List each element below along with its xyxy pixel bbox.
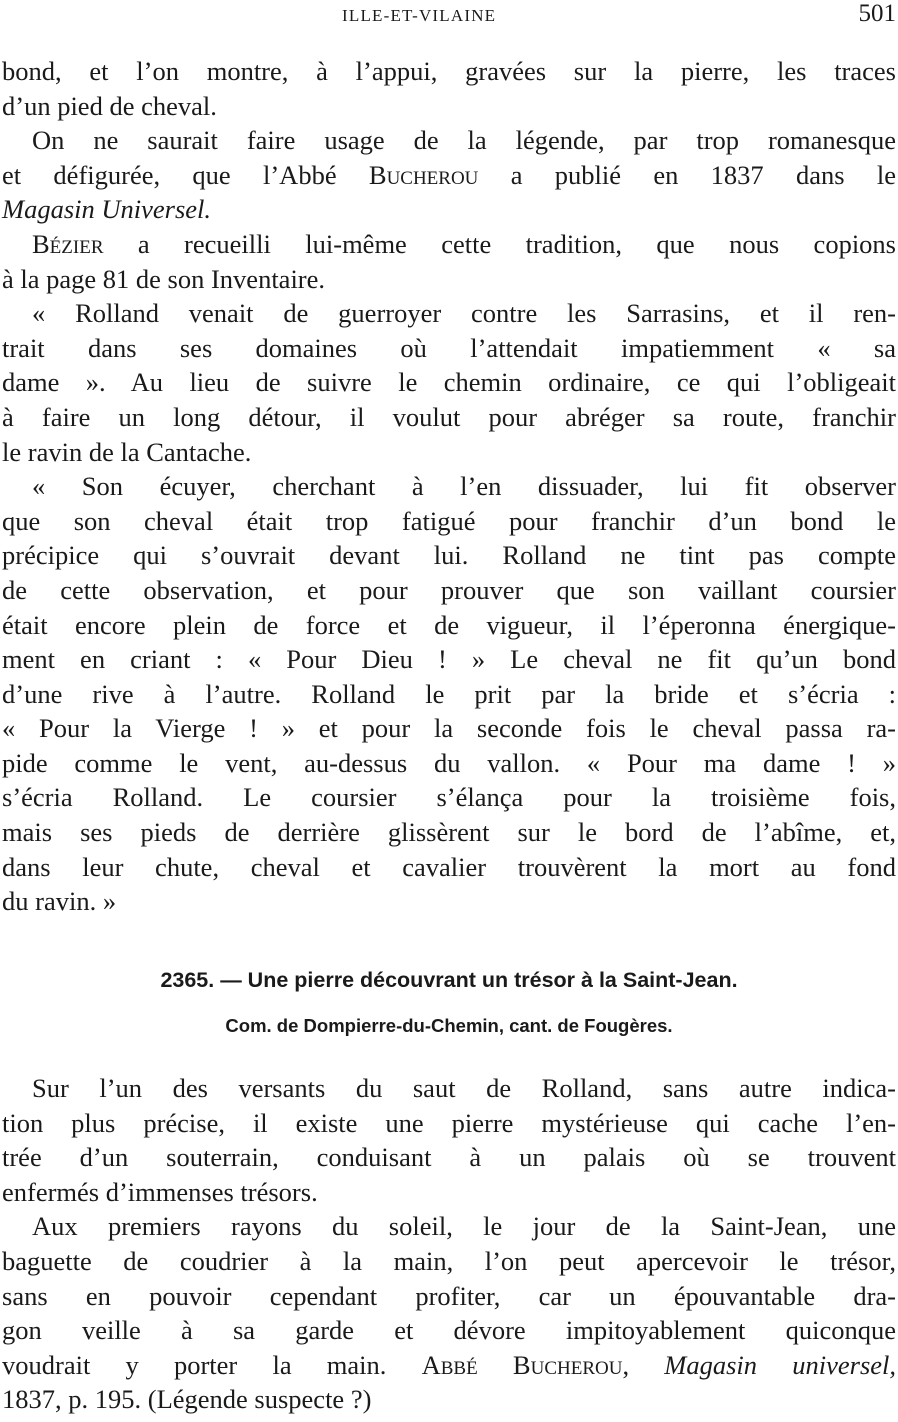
- text-line: « Pour la Vierge ! » et pour la seconde fois le cheval passa ra-: [2, 713, 896, 744]
- text-line: mais ses pieds de derrière glissèrent sur le bord de l’abîme, et,: [2, 817, 896, 848]
- author-name: Abbé Bucherou: [421, 1349, 623, 1380]
- text-line: trait dans ses domaines où l’attendait impatiemment « sa: [2, 332, 896, 363]
- text-line: [2, 158, 896, 193]
- author-name: Bucherou: [368, 159, 479, 190]
- text-line: 1837, p. 195. (Légende suspecte ?): [2, 1384, 372, 1415]
- author-name: Bézier: [32, 228, 104, 259]
- text-line: « Son écuyer, cherchant à l’en dissuader, lui fit observer: [32, 471, 896, 502]
- text-run: a recueilli lui-même cette tradition, que nous copions: [103, 228, 896, 259]
- text-line: d’un pied de cheval.: [2, 90, 217, 121]
- text-line: le ravin de la Cantache.: [2, 436, 252, 467]
- text-line: pide comme le vent, au-dessus du vallon. « Pour ma dame ! »: [2, 747, 896, 778]
- page-number: 501: [858, 0, 896, 27]
- text-line: était encore plein de force et de vigueur, il l’éperonna énergique-: [2, 609, 896, 640]
- text-run: ,: [622, 1349, 665, 1380]
- text-line: trée d’un souterrain, conduisant à un palais où se trouvent: [2, 1142, 896, 1173]
- text-line: à faire un long détour, il voulut pour abréger sa route, franchir: [2, 401, 896, 432]
- text-run: et défigurée, que l’Abbé: [2, 159, 369, 190]
- page-header: [0, 0, 898, 34]
- text-line: Aux premiers rayons du soleil, le jour de la Saint-Jean, une: [32, 1211, 896, 1242]
- text-line: [2, 227, 896, 262]
- text-line: baguette de coudrier à la main, l’on peut apercevoir le trésor,: [2, 1245, 896, 1276]
- text-run: voudrait y porter la main.: [2, 1349, 422, 1380]
- work-title: Magasin Universel.: [2, 194, 212, 225]
- text-line: de cette observation, et pour prouver que son vaillant coursier: [2, 574, 896, 605]
- text-line: Sur l’un des versants du saut de Rolland, sans autre indica-: [32, 1073, 896, 1103]
- text-line: du ravin. »: [2, 886, 117, 917]
- text-line: ment en criant : « Pour Dieu ! » Le cheval ne fit qu’un bond: [2, 644, 896, 675]
- text-line: On ne saurait faire usage de la légende, par trop romanesque: [32, 125, 896, 156]
- text-line: que son cheval était trop fatigué pour franchir d’un bond le: [2, 505, 896, 536]
- text-run: a publié en 1837 dans le: [478, 159, 896, 190]
- main-text: [2, 54, 896, 919]
- section-subheading: Com. de Dompierre-du-Chemin, cant. de Fougères.: [225, 1015, 673, 1036]
- text-line: d’une rive à l’autre. Rolland le prit par la bride et s’écria :: [2, 678, 896, 709]
- text-line: [2, 1348, 896, 1383]
- running-title: ILLE-ET-VILAINE: [342, 6, 497, 25]
- text-line: « Rolland venait de guerroyer contre les Sarrasins, et il ren-: [32, 298, 896, 329]
- text-line: sans en pouvoir cependant profiter, car un épouvantable dra-: [2, 1280, 896, 1311]
- text-line: s’écria Rolland. Le coursier s’élança pour la troisième fois,: [2, 782, 896, 813]
- text-line: à la page 81 de son Inventaire.: [2, 263, 326, 294]
- section-heading: 2365. — Une pierre découvrant un trésor à la Saint-Jean.: [160, 968, 738, 992]
- text-line: bond, et l’on montre, à l’appui, gravées sur la pierre, les traces: [2, 56, 896, 86]
- text-line: enfermés d’immenses trésors.: [2, 1176, 318, 1207]
- text-line: tion plus précise, il existe une pierre mystérieuse qui cache l’en-: [2, 1107, 896, 1138]
- work-title: Magasin universel,: [664, 1349, 897, 1380]
- text-line: gon veille à sa garde et dévore impitoyablement quiconque: [2, 1315, 896, 1346]
- section-text: [2, 1071, 896, 1417]
- text-line: dame ». Au lieu de suivre le chemin ordinaire, ce qui l’obligeait: [2, 367, 896, 398]
- text-line: dans leur chute, cheval et cavalier trouvèrent la mort au fond: [2, 851, 896, 882]
- text-line: précipice qui s’ouvrait devant lui. Rolland ne tint pas compte: [2, 540, 896, 571]
